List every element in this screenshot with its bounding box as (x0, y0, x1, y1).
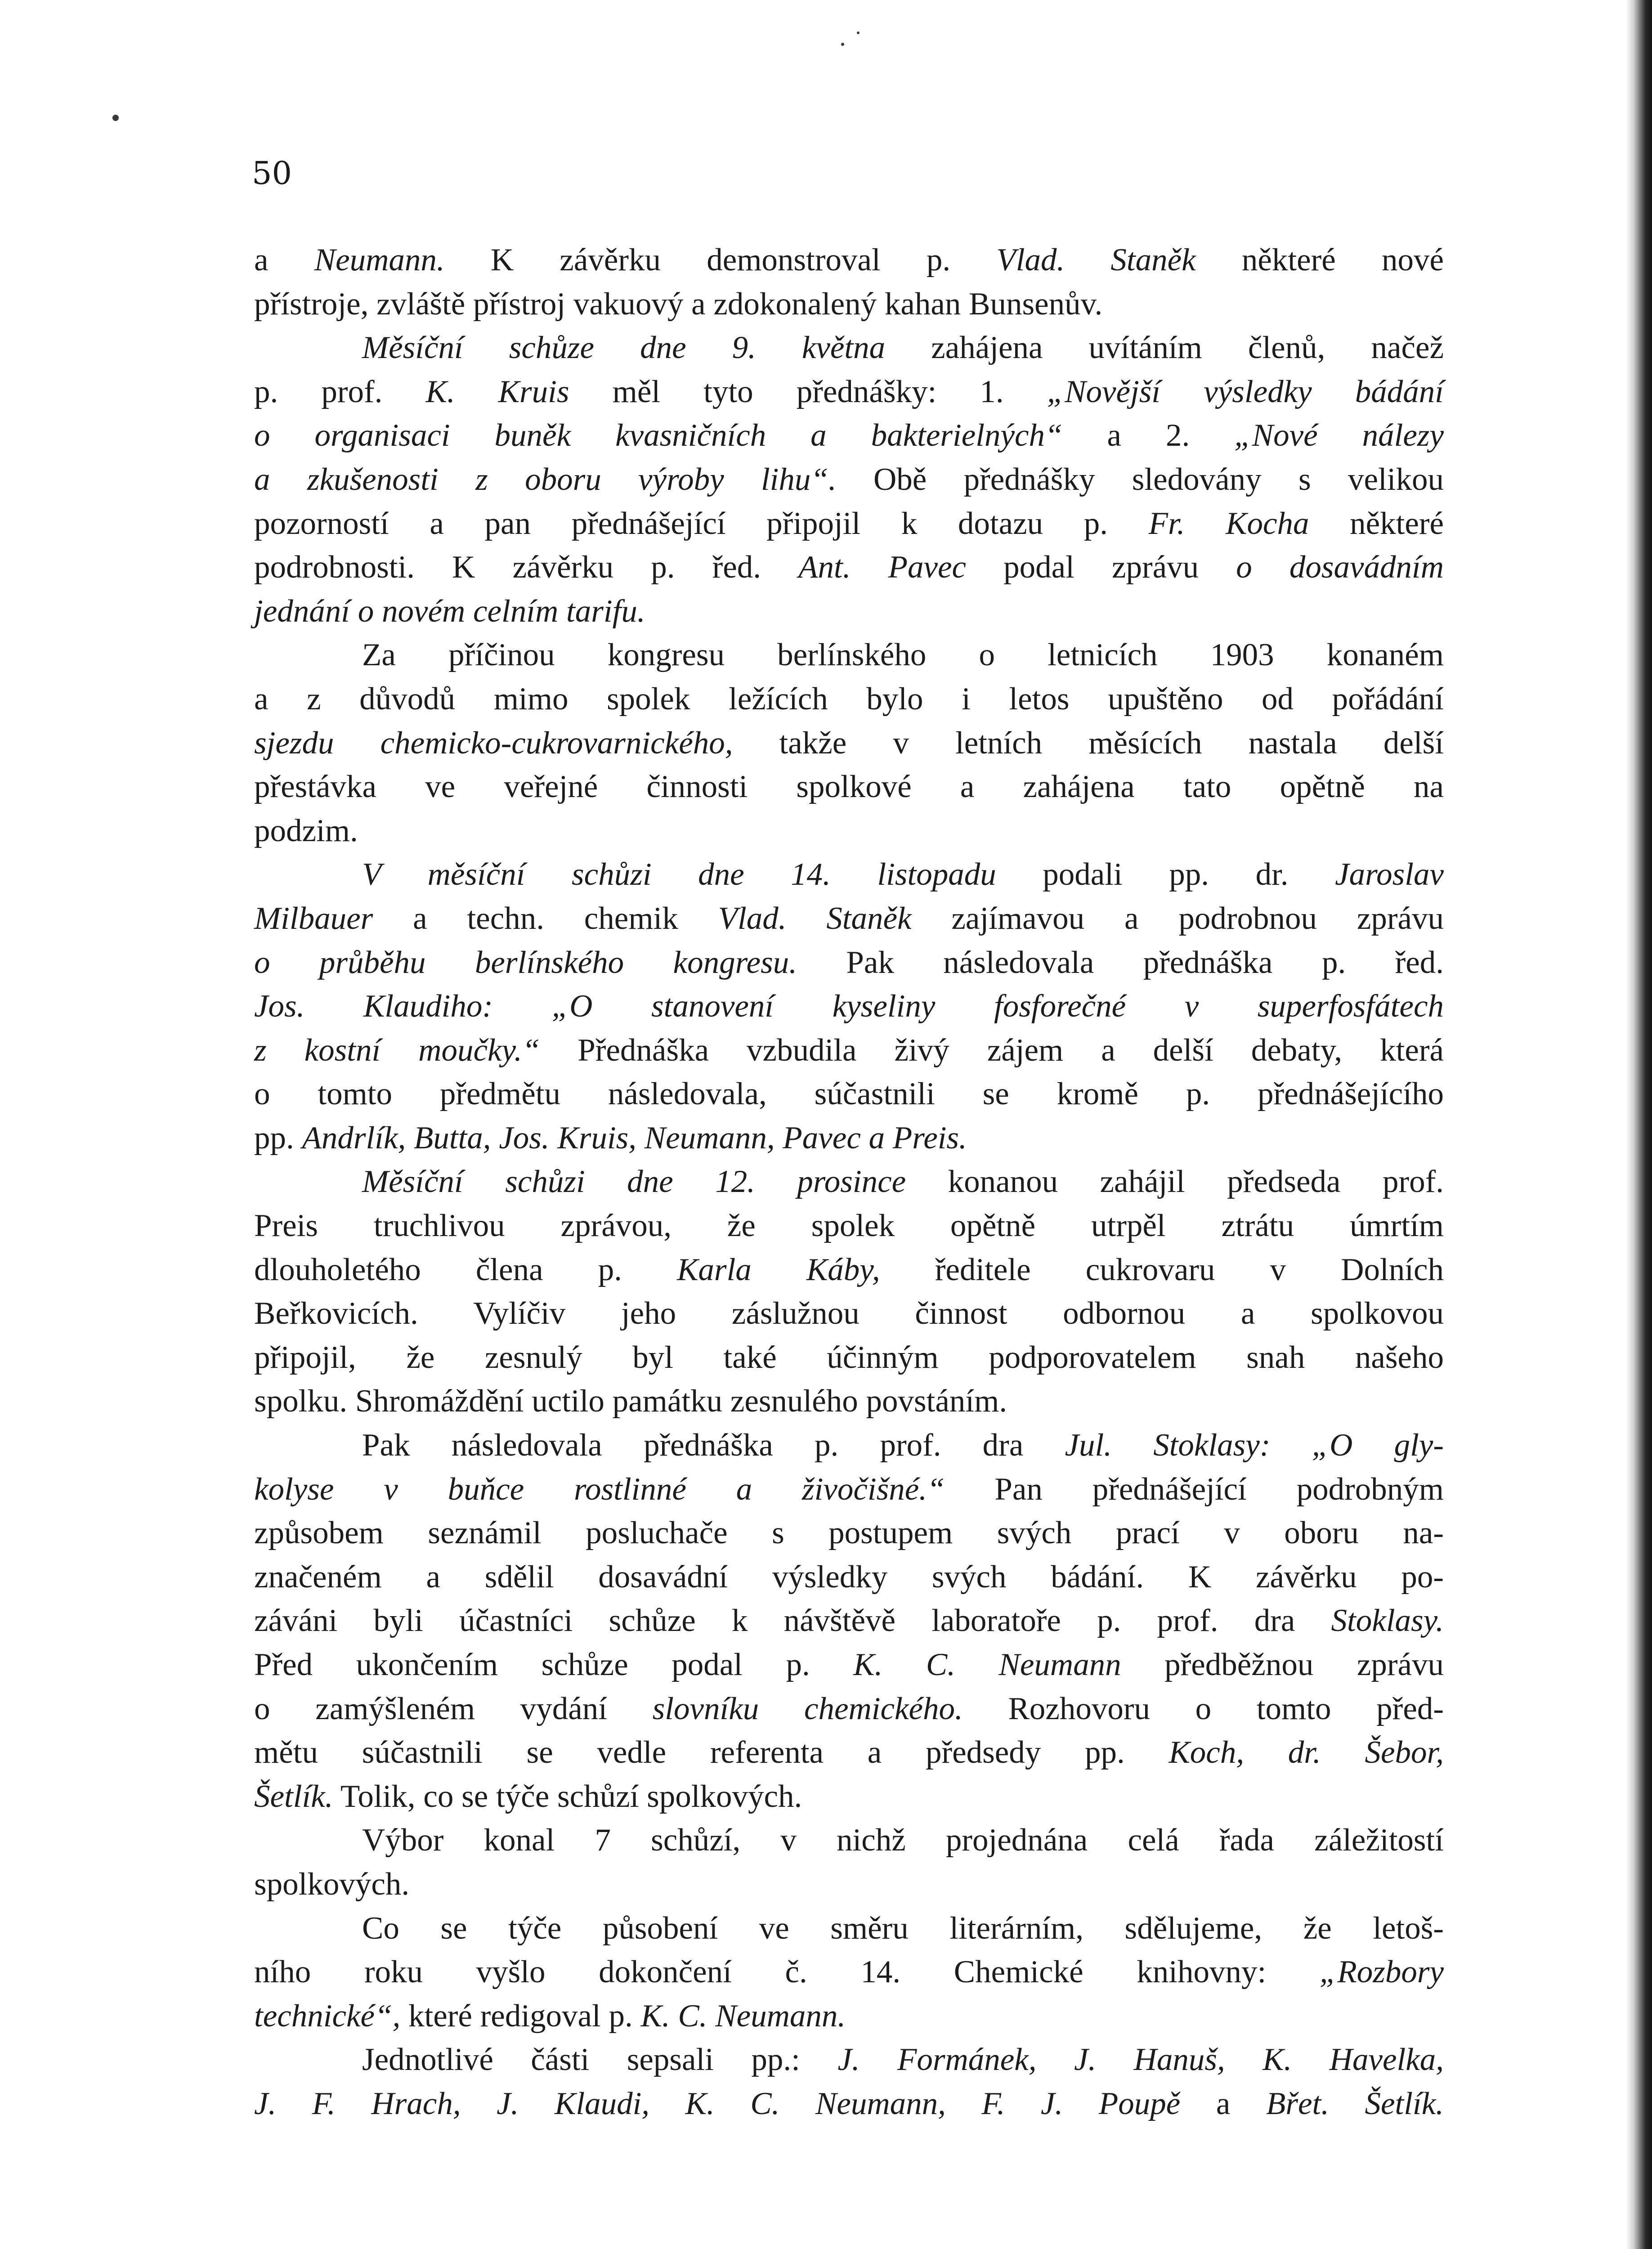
text-line: Beřkovicích. Vylíčiv jeho záslužnou činnost odbornou a spolkovou (254, 1296, 1444, 1331)
text-line: podrobnosti. K závěrku p. řed. Ant. Pavec podal zprávu o dosavádním (254, 550, 1444, 585)
scan-speck (841, 43, 844, 46)
text-line: pozorností a pan přednášející připojil k dotazu p. Fr. Kocha některé (254, 506, 1444, 541)
text-line: sjezdu chemicko-cukrovarnického, takže v letních měsících nastala delší (254, 725, 1444, 761)
text-line: Šetlík. Tolik, co se týče schůzí spolkových. (254, 1779, 802, 1814)
text-line: o organisaci buněk kvasničních a bakterielných“ a 2. „Nové nálezy (254, 418, 1444, 453)
text-line: Za příčinou kongresu berlínského o letnicích 1903 konaném (362, 637, 1444, 673)
text-line: způsobem seznámil posluchače s postupem svých prací v oboru na- (254, 1515, 1444, 1551)
text-line: ního roku vyšlo dokončení č. 14. Chemické knihovny: „Rozbory (254, 1954, 1444, 1990)
page-number: 50 (252, 155, 292, 192)
text-line: o tomto předmětu následovala, súčastnili se kromě p. přednášejícího (254, 1076, 1444, 1112)
scan-speck (857, 31, 860, 34)
text-line: Měsíční schůze dne 9. května zahájena uvítáním členů, načež (362, 330, 1444, 366)
text-line: z kostní moučky.“ Přednáška vzbudila živý zájem a delší debaty, která (254, 1032, 1444, 1068)
text-line: spolku. Shromáždění uctilo památku zesnulého povstáním. (254, 1384, 1007, 1419)
text-line: spolkových. (254, 1866, 410, 1902)
text-line: pp. Andrlík, Butta, Jos. Kruis, Neumann, Pavec a Preis. (254, 1120, 967, 1156)
text-line: jednání o novém celním tarifu. (254, 593, 645, 629)
text-line: Jos. Klaudiho: „O stanovení kyseliny fosforečné v superfosfátech (254, 989, 1444, 1024)
text-line: přístroje, zvláště přístroj vakuový a zdokonalený kahan Bunsenův. (254, 286, 1103, 322)
text-line: Preis truchlivou zprávou, že spolek opětně utrpěl ztrátu úmrtím (254, 1208, 1444, 1244)
text-line: Jednotlivé části sepsali pp.: J. Formánek, J. Hanuš, K. Havelka, (362, 2042, 1444, 2078)
text-line: připojil, že zesnulý byl také účinným podporovatelem snah našeho (254, 1340, 1444, 1375)
text-line: mětu súčastnili se vedle referenta a předsedy pp. Koch, dr. Šebor, (254, 1735, 1444, 1770)
text-line: J. F. Hrach, J. Klaudi, K. C. Neumann, F. J. Poupě a Břet. Šetlík. (254, 2086, 1444, 2121)
text-line: Před ukončením schůze podal p. K. C. Neumann předběžnou zprávu (254, 1647, 1444, 1682)
scan-speck (112, 115, 119, 121)
text-line: a z důvodů mimo spolek ležících bylo i letos upuštěno od pořádání (254, 681, 1444, 717)
scan-edge-shadow (1626, 0, 1652, 2249)
text-line: podzim. (254, 813, 358, 848)
body-text (254, 238, 1444, 2126)
text-line: Výbor konal 7 schůzí, v nichž projednána celá řada záležitostí (362, 1823, 1444, 1858)
text-line: V měsíční schůzi dne 14. listopadu podali pp. dr. Jaroslav (362, 857, 1444, 892)
text-line: Pak následovala přednáška p. prof. dra Jul. Stoklasy: „O gly- (362, 1428, 1444, 1463)
text-line: značeném a sdělil dosavádní výsledky svých bádání. K závěrku po- (254, 1559, 1444, 1595)
text-line: p. prof. K. Kruis měl tyto přednášky: 1. „Novější výsledky bádání (254, 374, 1444, 409)
text-line: Milbauer a techn. chemik Vlad. Staněk zajímavou a podrobnou zprávu (254, 900, 1444, 936)
text-line: kolyse v buňce rostlinné a živočišné.“ Pan přednášející podrobným (254, 1471, 1444, 1507)
text-line: a zkušenosti z oboru výroby lihu“. Obě přednášky sledovány s velikou (254, 461, 1444, 497)
text-line: dlouholetého člena p. Karla Káby, ředitele cukrovaru v Dolních (254, 1252, 1444, 1287)
text-line: Měsíční schůzi dne 12. prosince konanou zahájil předseda prof. (362, 1164, 1444, 1200)
text-line: o zamýšleném vydání slovníku chemického. Rozhovoru o tomto před- (254, 1691, 1444, 1726)
text-line: technické“, které redigoval p. K. C. Neumann. (254, 1998, 846, 2034)
text-line: přestávka ve veřejné činnosti spolkové a zahájena tato opětně na (254, 769, 1444, 805)
text-line: záváni byli účastníci schůze k návštěvě laboratoře p. prof. dra Stoklasy. (254, 1603, 1444, 1639)
text-line: Co se týče působení ve směru literárním, sdělujeme, že letoš- (362, 1910, 1444, 1946)
text-line: a Neumann. K závěrku demonstroval p. Vlad. Staněk některé nové (254, 242, 1444, 278)
text-line: o průběhu berlínského kongresu. Pak následovala přednáška p. řed. (254, 945, 1444, 980)
